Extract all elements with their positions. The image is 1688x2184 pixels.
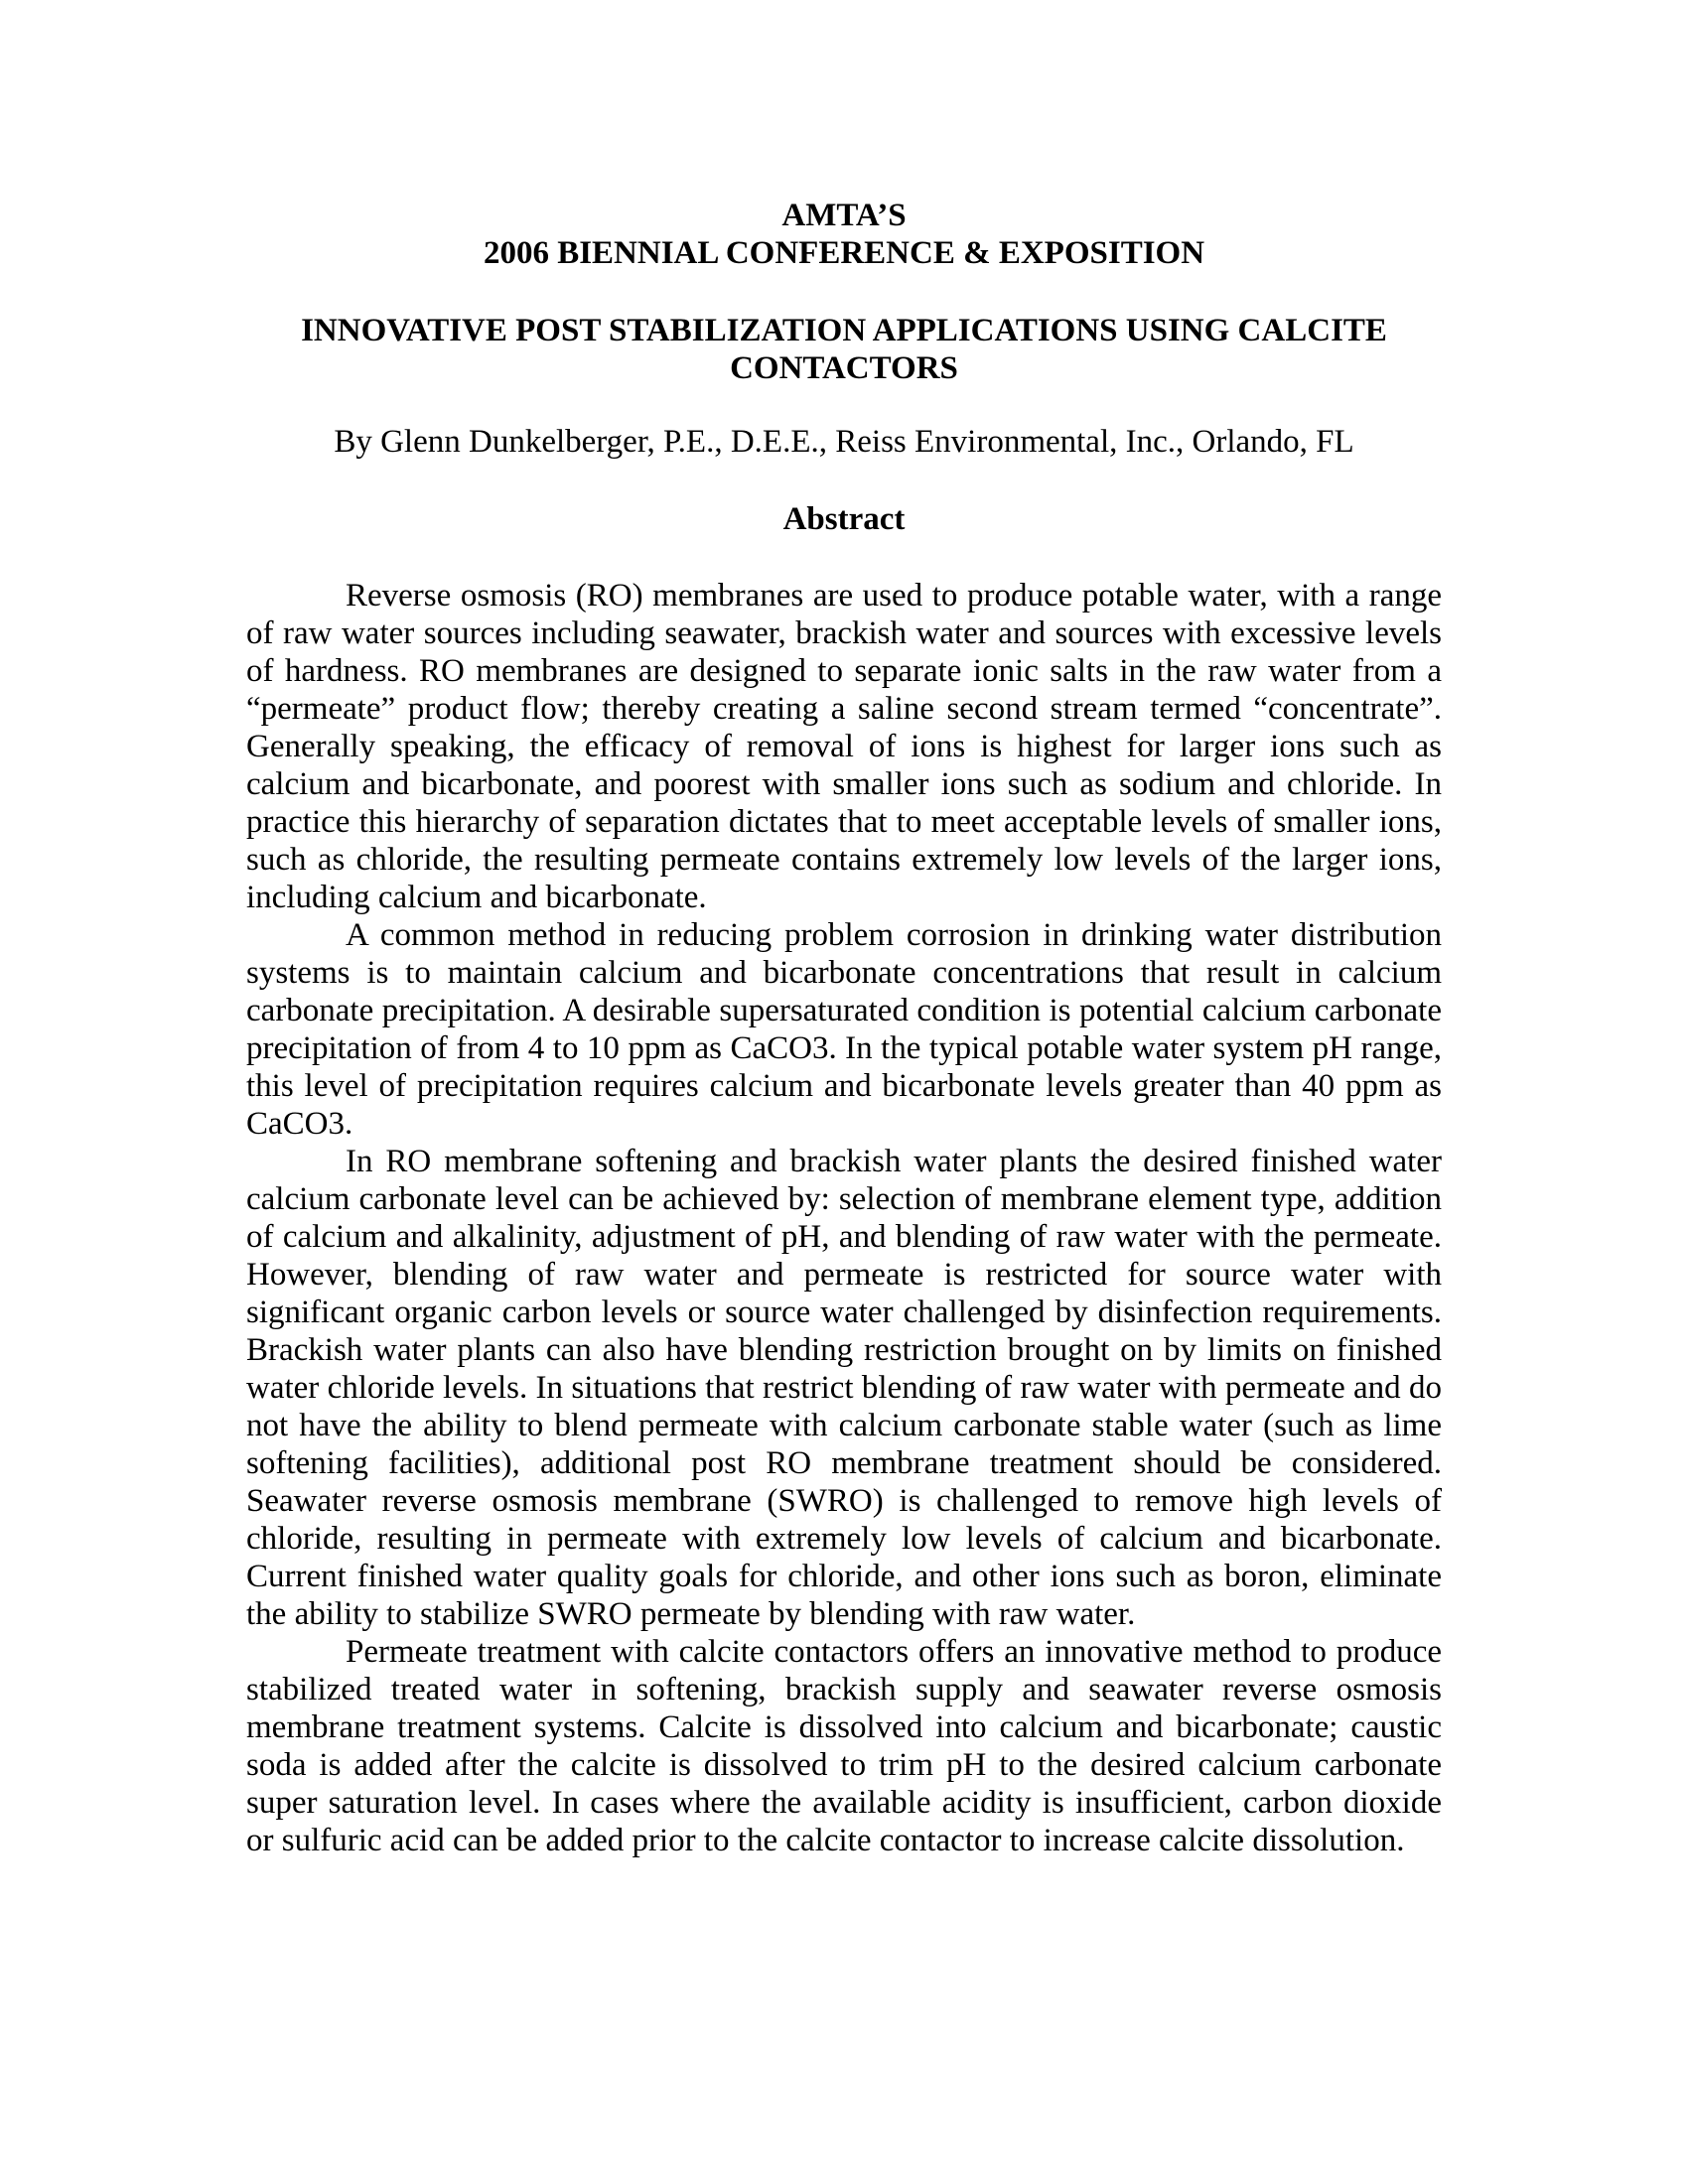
abstract-paragraph-2: A common method in reducing problem corrosion in drinking water distribution systems is to maintain calcium and bicarbonate concentrations that result in calcium carbonate precipitation. A desirable supersaturated condition is potential calcium carbonate precipitation of from 4 to 10 ppm as CaCO3. In the typical potable water system pH range, this level of precipitation requires calcium and bicarbonate levels greater than 40 ppm as CaCO3. — [246, 917, 1442, 1142]
conference-org-line: AMTA’S — [781, 198, 907, 233]
abstract-paragraph-1: Reverse osmosis (RO) membranes are used to produce potable water, with a range of raw water sources including seawater, brackish water and sources with excessive levels of hardness. RO membranes are designed to separate ionic salts in the raw water from a “permeate” product flow; thereby creating a saline second stream termed “concentrate”. Generally speaking, the efficacy of removal of ions is highest for larger ions such as calcium and bicarbonate, and poorest with smaller ions such as sodium and chloride. In practice this hierarchy of separation dictates that to meet acceptable levels of smaller ions, such as chloride, the resulting permeate contains extremely low levels of the larger ions, including calcium and bicarbonate. — [246, 578, 1442, 915]
abstract-heading: Abstract — [782, 501, 906, 537]
conference-name-line: 2006 BIENNIAL CONFERENCE & EXPOSITION — [483, 235, 1205, 271]
paper-title: INNOVATIVE POST STABILIZATION APPLICATIONS USING CALCITE CONTACTORS — [301, 313, 1387, 386]
abstract-body — [246, 577, 1442, 1859]
abstract-paragraph-3: In RO membrane softening and brackish water plants the desired finished water calcium carbonate level can be achieved by: selection of membrane element type, addition of calcium and alkalinity, adjustment of pH, and blending of raw water with the permeate. However, blending of raw water and permeate is restricted for source water with significant organic carbon levels or source water challenged by disinfection requirements. Brackish water plants can also have blending restriction brought on by limits on finished water chloride levels. In situations that restrict blending of raw water with permeate and do not have the ability to blend permeate with calcium carbonate stable water (such as lime softening facilities), additional post RO membrane treatment should be considered. Seawater reverse osmosis membrane (SWRO) is challenged to remove high levels of chloride, resulting in permeate with extremely low levels of calcium and bicarbonate. Current finished water quality goals for chloride, and other ions such as boron, eliminate the ability to stabilize SWRO permeate by blending with raw water. — [246, 1144, 1442, 1632]
abstract-paragraph-4: Permeate treatment with calcite contactors offers an innovative method to produce stabilized treated water in softening, brackish supply and seawater reverse osmosis membrane treatment systems. Calcite is dissolved into calcium and bicarbonate; caustic soda is added after the calcite is dissolved to trim pH to the desired calcium carbonate super saturation level. In cases where the available acidity is insufficient, carbon dioxide or sulfuric acid can be added prior to the calcite contactor to increase calcite dissolution. — [246, 1634, 1442, 1858]
byline: By Glenn Dunkelberger, P.E., D.E.E., Reiss Environmental, Inc., Orlando, FL — [334, 424, 1354, 460]
